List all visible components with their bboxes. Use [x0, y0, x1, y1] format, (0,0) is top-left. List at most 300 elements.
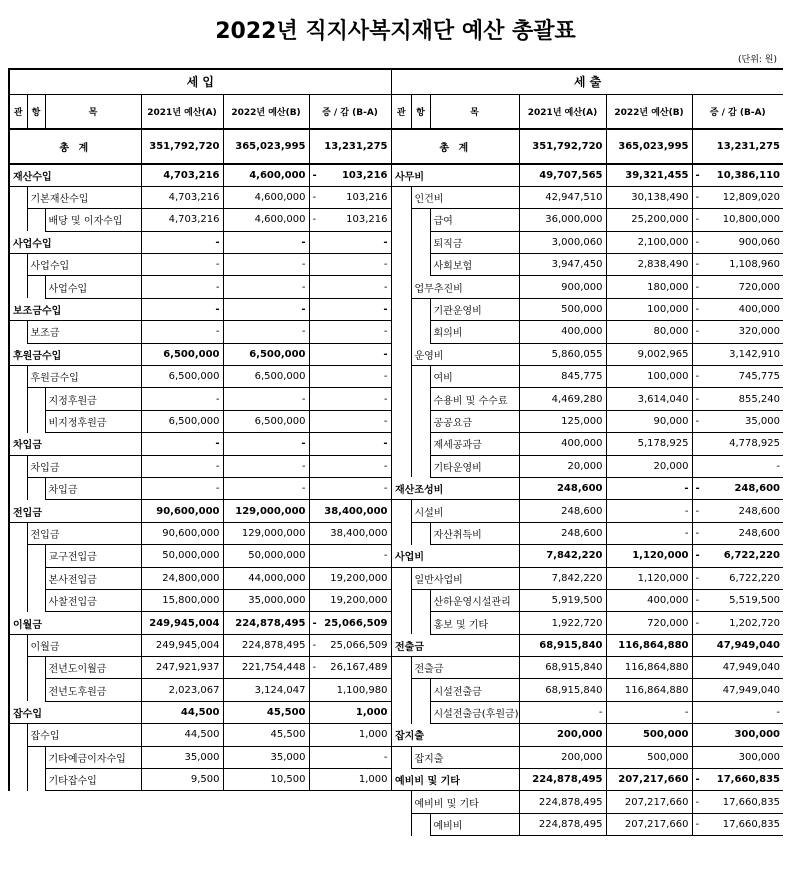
section-header — [9, 69, 391, 94]
indent-cell — [411, 701, 430, 723]
table-row — [392, 231, 783, 253]
row-label: 예비비 및 기타 — [392, 769, 519, 791]
table-row — [9, 433, 391, 455]
row-label: 수용비 및 수수료 — [430, 388, 519, 410]
budget-b-cell: 2,838,490 — [606, 254, 692, 276]
budget-a-cell: - — [141, 388, 223, 410]
diff-cell — [692, 298, 783, 320]
budget-a-cell: 15,800,000 — [141, 589, 223, 611]
indent-cell — [9, 679, 27, 701]
row-label: 잡수입 — [27, 724, 141, 746]
negative-sign: - — [695, 572, 700, 584]
diff-cell — [692, 366, 783, 388]
indent-cell — [27, 388, 45, 410]
diff-cell — [692, 769, 783, 791]
row-label: 사업수입 — [27, 254, 141, 276]
budget-a-cell: 500,000 — [519, 298, 606, 320]
table-row — [392, 276, 783, 298]
indent-cell — [27, 746, 45, 768]
diff-cell — [692, 567, 783, 589]
budget-a-cell: 7,842,220 — [519, 545, 606, 567]
diff-value: 19,200,000 — [330, 572, 388, 584]
budget-a-cell: 5,919,500 — [519, 589, 606, 611]
budget-b-cell: 6,500,000 — [223, 410, 309, 432]
row-label: 업무추진비 — [411, 276, 519, 298]
indent-cell — [392, 209, 411, 231]
diff-cell — [309, 231, 391, 253]
diff-value: 47,949,040 — [722, 684, 780, 696]
table-row — [392, 477, 783, 499]
diff-cell — [692, 231, 783, 253]
indent-cell — [392, 433, 411, 455]
indent-cell — [411, 254, 430, 276]
row-label: 재산조성비 — [392, 477, 519, 499]
table-row — [392, 567, 783, 589]
row-label: 퇴직금 — [430, 231, 519, 253]
diff-value: 900,060 — [738, 236, 780, 248]
budget-a-cell: 1,922,720 — [519, 612, 606, 634]
diff-cell — [692, 410, 783, 432]
diff-value: - — [383, 751, 388, 763]
diff-cell — [309, 500, 391, 522]
row-label: 사업수입 — [9, 231, 141, 253]
diff-value: - — [383, 483, 388, 495]
diff-cell — [309, 410, 391, 432]
column-header: 2022년 예산(B) — [223, 94, 309, 129]
diff-cell — [309, 276, 391, 298]
budget-b-cell: 80,000 — [606, 321, 692, 343]
diff-value: 300,000 — [738, 751, 780, 763]
diff-cell — [692, 679, 783, 701]
budget-a-cell: 125,000 — [519, 410, 606, 432]
table-row — [9, 254, 391, 276]
diff-cell — [692, 500, 783, 522]
column-header: 목 — [45, 94, 141, 129]
diff-cell — [692, 209, 783, 231]
diff-cell — [692, 388, 783, 410]
diff-value: 19,200,000 — [330, 595, 388, 607]
budget-a-cell: 6,500,000 — [141, 410, 223, 432]
column-header: 항 — [411, 94, 430, 129]
table-row — [9, 410, 391, 432]
row-label: 배당 및 이자수입 — [45, 209, 141, 231]
budget-a-cell: - — [141, 455, 223, 477]
diff-cell — [309, 477, 391, 499]
diff-cell — [309, 634, 391, 656]
diff-cell — [692, 724, 783, 746]
diff-cell — [692, 545, 783, 567]
total-row — [9, 129, 391, 164]
diff-cell — [309, 321, 391, 343]
indent-cell — [27, 545, 45, 567]
budget-b-cell: - — [223, 388, 309, 410]
row-label: 제세공과금 — [430, 433, 519, 455]
budget-b-cell: 129,000,000 — [223, 522, 309, 544]
table-row — [9, 455, 391, 477]
indent-cell — [9, 186, 27, 208]
table-row — [392, 433, 783, 455]
budget-a-cell: 90,600,000 — [141, 522, 223, 544]
budget-a-cell: 42,947,510 — [519, 186, 606, 208]
budget-b-cell: 35,000 — [223, 746, 309, 768]
diff-cell — [309, 701, 391, 723]
budget-b-cell: 44,000,000 — [223, 567, 309, 589]
table-row — [392, 343, 783, 365]
column-header: 2022년 예산(B) — [606, 94, 692, 129]
diff-cell — [309, 657, 391, 679]
diff-value: - — [776, 460, 780, 472]
indent-cell — [411, 298, 430, 320]
indent-cell — [392, 254, 411, 276]
negative-sign: - — [695, 326, 700, 338]
row-label: 인건비 — [411, 186, 519, 208]
indent-cell — [411, 522, 430, 544]
column-header: 항 — [27, 94, 45, 129]
budget-b-cell: - — [223, 433, 309, 455]
budget-a-cell: 68,915,840 — [519, 634, 606, 656]
table-row — [9, 545, 391, 567]
table-row — [392, 746, 783, 768]
budget-a-cell: 2,023,067 — [141, 679, 223, 701]
budget-b-cell: 224,878,495 — [223, 612, 309, 634]
diff-value: 17,660,835 — [716, 774, 780, 786]
row-label: 산하운영시설관리 — [430, 589, 519, 611]
table-row — [9, 231, 391, 253]
budget-b-cell: 5,178,925 — [606, 433, 692, 455]
row-label: 사찰전입금 — [45, 589, 141, 611]
diff-value: - — [383, 259, 388, 271]
negative-sign: - — [695, 169, 700, 181]
budget-b-cell: 20,000 — [606, 455, 692, 477]
indent-cell — [27, 567, 45, 589]
row-label: 잡지출 — [392, 724, 519, 746]
row-label: 전입금 — [27, 522, 141, 544]
budget-b-cell: 30,138,490 — [606, 186, 692, 208]
negative-sign: - — [695, 393, 700, 405]
diff-cell — [309, 746, 391, 768]
indent-cell — [9, 477, 27, 499]
row-label: 이월금 — [27, 634, 141, 656]
row-label: 일반사업비 — [411, 567, 519, 589]
budget-b-cell: 720,000 — [606, 612, 692, 634]
diff-value: - — [383, 348, 388, 360]
budget-b-cell: 45,500 — [223, 701, 309, 723]
table-row — [9, 276, 391, 298]
budget-a-cell: 200,000 — [519, 746, 606, 768]
indent-cell — [392, 321, 411, 343]
budget-b-cell: 6,500,000 — [223, 343, 309, 365]
budget-b-cell: 207,217,660 — [606, 769, 692, 791]
negative-sign: - — [695, 281, 700, 293]
row-label: 예비비 — [430, 813, 519, 835]
diff-cell — [309, 254, 391, 276]
column-header: 증 / 감 (B-A) — [692, 94, 783, 129]
column-header: 관 — [9, 94, 27, 129]
budget-a-cell: - — [141, 231, 223, 253]
table-row — [392, 500, 783, 522]
diff-value: 1,000 — [358, 729, 388, 741]
diff-value: 5,519,500 — [729, 595, 780, 607]
diff-cell — [309, 589, 391, 611]
diff-value: 3,142,910 — [729, 348, 780, 360]
table-row — [9, 186, 391, 208]
row-label: 시설전출금(후원금) — [430, 701, 519, 723]
indent-cell — [9, 634, 27, 656]
table-row — [392, 589, 783, 611]
indent-cell — [9, 746, 27, 768]
negative-sign: - — [312, 662, 317, 674]
negative-sign: - — [695, 505, 700, 517]
diff-value: - — [383, 371, 388, 383]
expense-table — [392, 68, 783, 836]
negative-sign: - — [695, 214, 700, 226]
row-label: 사업수입 — [45, 276, 141, 298]
indent-cell — [9, 455, 27, 477]
indent-cell — [9, 410, 27, 432]
negative-sign: - — [695, 595, 700, 607]
budget-a-cell: 35,000 — [141, 746, 223, 768]
negative-sign: - — [695, 259, 700, 271]
budget-b-cell: 6,500,000 — [223, 366, 309, 388]
table-row — [9, 366, 391, 388]
indent-cell — [392, 186, 411, 208]
diff-value: 745,775 — [738, 371, 780, 383]
diff-cell — [309, 209, 391, 231]
diff-value: 400,000 — [738, 304, 780, 316]
indent-cell — [9, 522, 27, 544]
indent-cell — [27, 209, 45, 231]
indent-cell — [392, 410, 411, 432]
row-label: 사무비 — [392, 164, 519, 186]
indent-cell — [411, 679, 430, 701]
diff-value: 4,778,925 — [729, 438, 780, 450]
table-row — [392, 701, 783, 723]
indent-cell — [392, 231, 411, 253]
indent-cell — [9, 545, 27, 567]
section-header — [392, 69, 783, 94]
diff-value: 10,800,000 — [722, 214, 780, 226]
table-row — [392, 186, 783, 208]
budget-b-cell: 39,321,455 — [606, 164, 692, 186]
section-title: 세 입 — [9, 69, 391, 94]
diff-value: 855,240 — [738, 393, 780, 405]
diff-value: 26,167,489 — [330, 662, 388, 674]
row-label: 잡지출 — [411, 746, 519, 768]
budget-a-cell: 5,860,055 — [519, 343, 606, 365]
diff-cell — [309, 724, 391, 746]
row-label: 공공요금 — [430, 410, 519, 432]
budget-b-cell: 207,217,660 — [606, 791, 692, 813]
budget-b-cell: - — [223, 231, 309, 253]
budget-a-cell: 4,703,216 — [141, 164, 223, 186]
table-row — [9, 724, 391, 746]
row-label: 사업비 — [392, 545, 519, 567]
row-label: 보조금수입 — [9, 298, 141, 320]
diff-value: 38,400,000 — [324, 505, 388, 517]
column-header-row — [392, 94, 783, 129]
negative-sign: - — [695, 192, 700, 204]
column-header-row — [9, 94, 391, 129]
diff-cell — [692, 433, 783, 455]
table-row — [9, 500, 391, 522]
indent-cell — [392, 813, 411, 835]
negative-sign: - — [312, 617, 317, 629]
budget-b-cell: 400,000 — [606, 589, 692, 611]
row-label: 기타예금이자수입 — [45, 746, 141, 768]
negative-sign: - — [695, 483, 700, 495]
negative-sign: - — [695, 796, 700, 808]
diff-value: 17,660,835 — [722, 796, 780, 808]
budget-b-cell: 500,000 — [606, 724, 692, 746]
diff-value: - — [383, 438, 388, 450]
budget-b-cell: - — [223, 477, 309, 499]
budget-a-cell: 400,000 — [519, 433, 606, 455]
indent-cell — [392, 366, 411, 388]
budget-a-cell: 6,500,000 — [141, 343, 223, 365]
budget-a-cell: 400,000 — [519, 321, 606, 343]
budget-b-cell: 45,500 — [223, 724, 309, 746]
budget-b-cell: 100,000 — [606, 366, 692, 388]
indent-cell — [411, 321, 430, 343]
diff-value: 6,722,220 — [729, 572, 780, 584]
diff-value: - — [383, 304, 388, 316]
table-row — [9, 164, 391, 186]
indent-cell — [27, 477, 45, 499]
table-row — [9, 657, 391, 679]
budget-a-cell: 4,703,216 — [141, 209, 223, 231]
diff-cell — [692, 589, 783, 611]
row-label: 교구전입금 — [45, 545, 141, 567]
indent-cell — [392, 657, 411, 679]
budget-a-cell: 248,600 — [519, 477, 606, 499]
diff-cell — [309, 164, 391, 186]
diff-cell — [692, 746, 783, 768]
budget-b-cell: 1,120,000 — [606, 567, 692, 589]
total-row — [392, 129, 783, 164]
budget-a-cell: - — [141, 276, 223, 298]
table-row — [392, 455, 783, 477]
row-label: 전입금 — [9, 500, 141, 522]
indent-cell — [411, 231, 430, 253]
column-header: 목 — [430, 94, 519, 129]
diff-value: 47,949,040 — [716, 639, 780, 651]
negative-sign: - — [312, 639, 317, 651]
diff-cell — [692, 791, 783, 813]
budget-a-cell: 44,500 — [141, 701, 223, 723]
budget-b-cell: - — [223, 321, 309, 343]
indent-cell — [27, 276, 45, 298]
diff-cell — [309, 567, 391, 589]
budget-a-cell: 224,878,495 — [519, 813, 606, 835]
row-label: 홍보 및 기타 — [430, 612, 519, 634]
table-row — [392, 254, 783, 276]
table-row — [392, 321, 783, 343]
budget-a-cell: - — [141, 321, 223, 343]
diff-value: - — [383, 393, 388, 405]
indent-cell — [392, 522, 411, 544]
budget-b-cell: 129,000,000 — [223, 500, 309, 522]
indent-cell — [392, 791, 411, 813]
table-row — [9, 589, 391, 611]
indent-cell — [392, 388, 411, 410]
negative-sign: - — [695, 819, 700, 831]
budget-b-cell: 4,600,000 — [223, 186, 309, 208]
row-label: 여비 — [430, 366, 519, 388]
row-label: 잡수입 — [9, 701, 141, 723]
diff-cell — [692, 477, 783, 499]
total-a: 351,792,720 — [141, 129, 223, 164]
table-row — [392, 209, 783, 231]
indent-cell — [411, 612, 430, 634]
budget-b-cell: 4,600,000 — [223, 209, 309, 231]
budget-a-cell: - — [141, 477, 223, 499]
section-title: 세 출 — [392, 69, 783, 94]
budget-a-cell: - — [141, 298, 223, 320]
diff-cell — [309, 679, 391, 701]
row-label: 후원금수입 — [27, 366, 141, 388]
row-label: 이월금 — [9, 612, 141, 634]
table-row — [392, 612, 783, 634]
row-label: 전출금 — [411, 657, 519, 679]
column-header: 증 / 감 (B-A) — [309, 94, 391, 129]
negative-sign: - — [695, 550, 700, 562]
diff-value: - — [383, 460, 388, 472]
row-label: 본사전입금 — [45, 567, 141, 589]
total-a: 351,792,720 — [519, 129, 606, 164]
diff-value: 103,216 — [346, 192, 388, 204]
table-row — [9, 634, 391, 656]
row-label: 기관운영비 — [430, 298, 519, 320]
row-label: 시설비 — [411, 500, 519, 522]
row-label: 예비비 및 기타 — [411, 791, 519, 813]
diff-cell — [692, 813, 783, 835]
budget-a-cell: 68,915,840 — [519, 657, 606, 679]
diff-value: 25,066,509 — [330, 639, 388, 651]
budget-a-cell: 224,878,495 — [519, 791, 606, 813]
table-row — [9, 567, 391, 589]
negative-sign: - — [695, 371, 700, 383]
diff-value: 103,216 — [341, 169, 388, 181]
row-label: 차입금 — [45, 477, 141, 499]
diff-value: 6,722,220 — [723, 550, 780, 562]
budget-b-cell: 2,100,000 — [606, 231, 692, 253]
indent-cell — [9, 254, 27, 276]
budget-a-cell: 9,500 — [141, 769, 223, 791]
indent-cell — [392, 276, 411, 298]
budget-b-cell: 116,864,880 — [606, 657, 692, 679]
diff-cell — [309, 298, 391, 320]
diff-cell — [309, 455, 391, 477]
budget-a-cell: - — [141, 254, 223, 276]
income-table — [8, 68, 392, 791]
budget-b-cell: - — [223, 298, 309, 320]
indent-cell — [9, 769, 27, 791]
indent-cell — [411, 410, 430, 432]
negative-sign: - — [695, 415, 700, 427]
table-row — [392, 791, 783, 813]
diff-value: 1,202,720 — [729, 617, 780, 629]
diff-cell — [309, 433, 391, 455]
diff-value: 1,100,980 — [336, 684, 388, 696]
budget-a-cell: 90,600,000 — [141, 500, 223, 522]
budget-b-cell: 224,878,495 — [223, 634, 309, 656]
indent-cell — [411, 589, 430, 611]
indent-cell — [411, 209, 430, 231]
indent-cell — [392, 589, 411, 611]
table-row — [392, 657, 783, 679]
budget-a-cell: 4,469,280 — [519, 388, 606, 410]
diff-value: - — [383, 550, 388, 562]
